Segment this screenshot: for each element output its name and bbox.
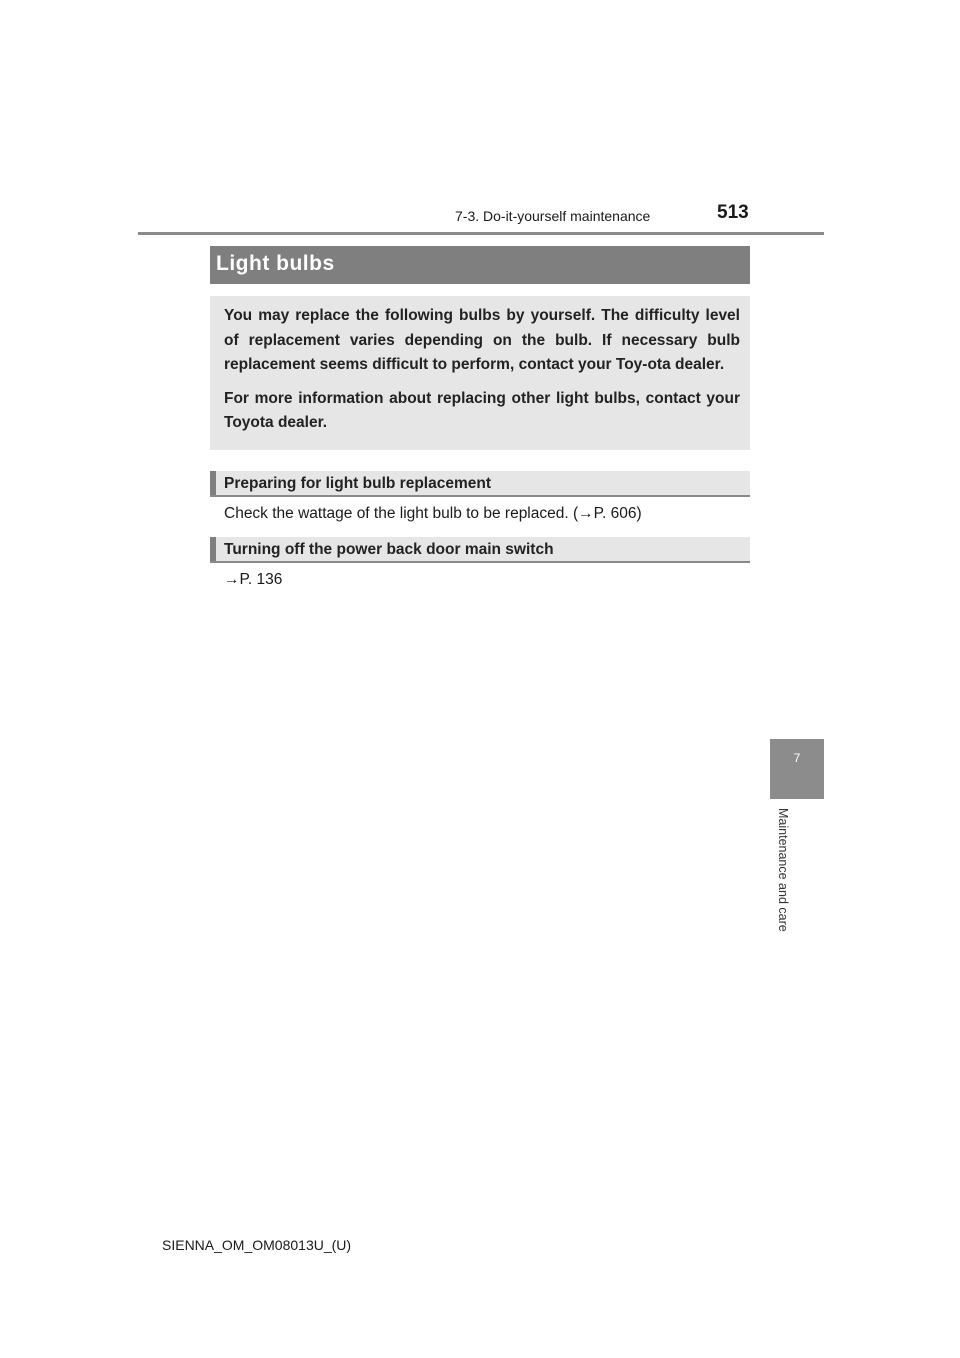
page-title: Light bulbs xyxy=(210,246,750,284)
chapter-label: Maintenance and care xyxy=(776,808,790,932)
intro-paragraph: You may replace the following bulbs by yourself. The difficulty level of replacement varies depending on the bulb. If necessary bulb replacement seems difficult to perform, contact your Toy-ota dealer. xyxy=(224,307,740,373)
page-number: 513 xyxy=(717,202,749,223)
footer-code: SIENNA_OM_OM08013U_(U) xyxy=(162,1237,352,1253)
subheading-power-back-door: Turning off the power back door main switch xyxy=(210,537,750,563)
intro-paragraph: For more information about replacing other light bulbs, contact your Toyota dealer. xyxy=(224,389,740,431)
intro-box xyxy=(210,296,750,450)
header-divider xyxy=(138,232,824,235)
chapter-tab: 7 xyxy=(770,739,824,799)
subheading-preparing: Preparing for light bulb replacement xyxy=(210,471,750,497)
body-text-preparing: Check the wattage of the light bulb to be replaced. (→P. 606) xyxy=(224,505,642,522)
body-text-power-back-door: →P. 136 xyxy=(224,571,283,588)
header-section-title: 7-3. Do-it-yourself maintenance xyxy=(455,208,651,224)
